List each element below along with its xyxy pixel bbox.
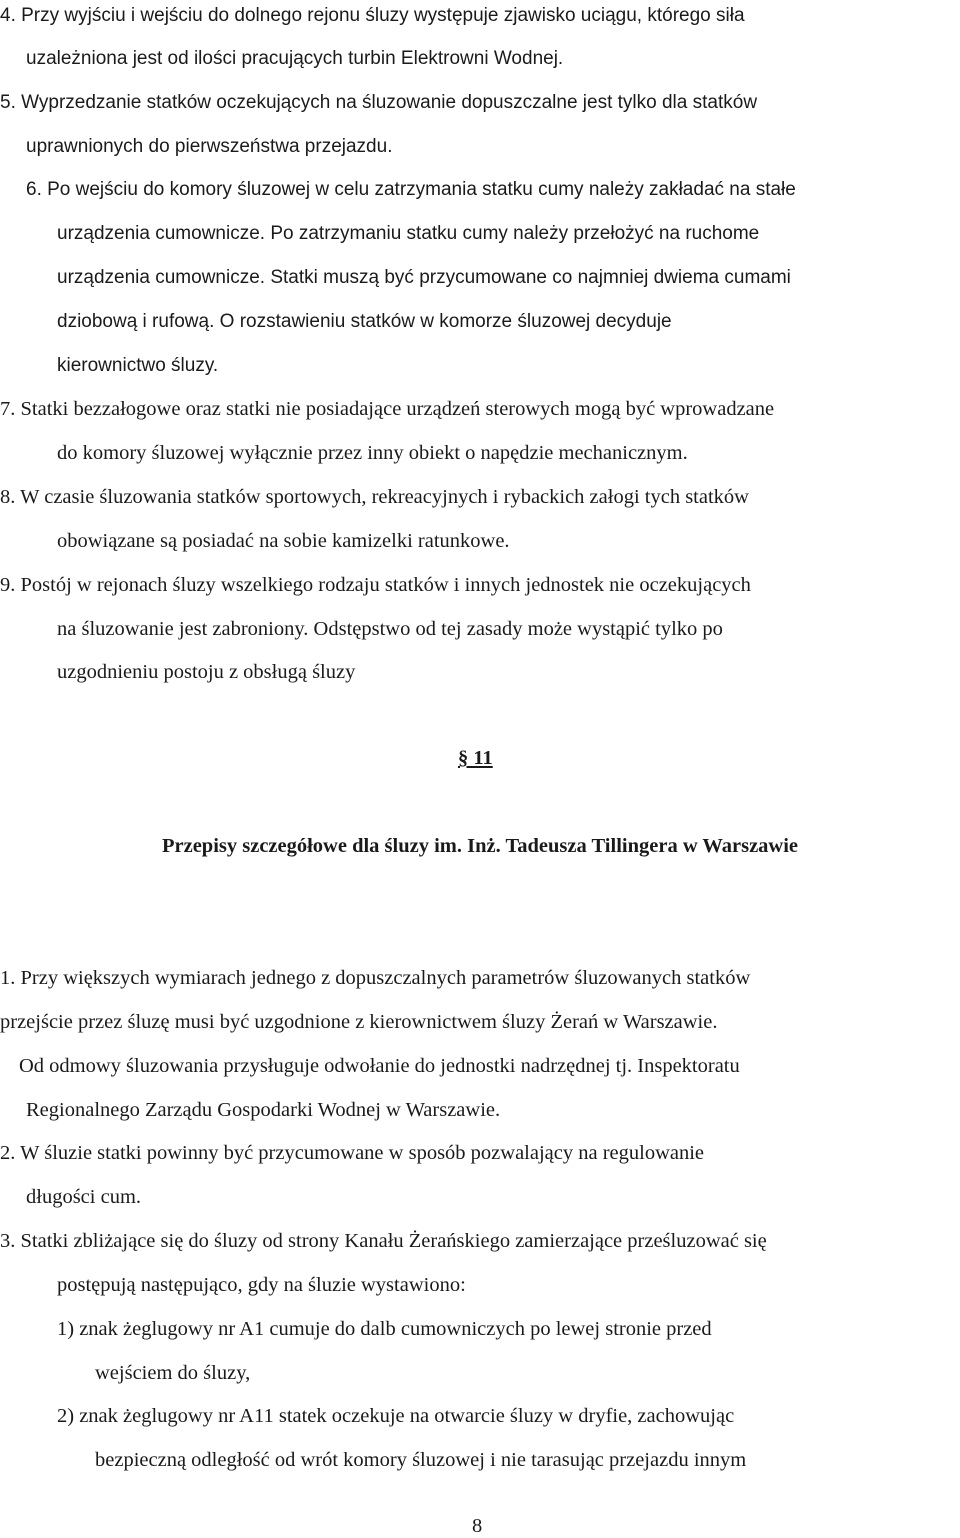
page-number: 8 [472,1515,483,1537]
paragraph-line: przejście przez śluzę musi być uzgodnione z kierownictwem śluzy Żerań w Warszawie. [0,1011,718,1033]
paragraph-line: 8. W czasie śluzowania statków sportowych, rekreacyjnych i rybackich załogi tych statków [0,486,749,508]
paragraph-line: 9. Postój w rejonach śluzy wszelkiego rodzaju statków i innych jednostek nie oczekujących [0,574,751,596]
list-item-line: 1) znak żeglugowy nr A1 cumuje do dalb cumowniczych po lewej stronie przed [57,1318,712,1340]
paragraph-line: uzgodnieniu postoju z obsługą śluzy [57,661,356,683]
section-number: § 11 [458,747,493,769]
paragraph-line: 1. Przy większych wymiarach jednego z dopuszczalnych parametrów śluzowanych statków [0,967,751,989]
paragraph-line: do komory śluzowej wyłącznie przez inny obiekt o napędzie mechanicznym. [57,442,688,464]
list-item-line: 2) znak żeglugowy nr A11 statek oczekuje na otwarcie śluzy w dryfie, zachowując [57,1405,735,1427]
paragraph-line: 7. Statki bezzałogowe oraz statki nie posiadające urządzeń sterowych mogą być wprowadzane [0,398,775,420]
paragraph-line: dziobową i rufową. O rozstawieniu statków w komorze śluzowej decyduje [57,311,672,332]
section-title: Przepisy szczegółowe dla śluzy im. Inż. Tadeusza Tillingera w Warszawie [161,835,799,857]
paragraph-line: kierownictwo śluzy. [57,355,219,376]
paragraph-line: 2. W śluzie statki powinny być przycumowane w sposób pozwalający na regulowanie [0,1142,705,1164]
paragraph-line: Od odmowy śluzowania przysługuje odwołanie do jednostki nadrzędnej tj. Inspektoratu [19,1055,740,1077]
paragraph-line: uzależniona jest od ilości pracujących turbin Elektrowni Wodnej. [26,48,564,69]
paragraph-line: obowiązane są posiadać na sobie kamizelki ratunkowe. [57,530,510,552]
paragraph-line: 6. Po wejściu do komory śluzowej w celu zatrzymania statku cumy należy zakładać na stałe [26,179,796,200]
paragraph-line: 4. Przy wyjściu i wejściu do dolnego rejonu śluzy występuje zjawisko uciągu, którego siła [0,5,745,26]
paragraph-line: postępują następująco, gdy na śluzie wystawiono: [57,1274,466,1296]
list-item-line: wejściem do śluzy, [95,1362,251,1384]
paragraph-line: długości cum. [26,1186,142,1208]
paragraph-line: na śluzowanie jest zabroniony. Odstępstwo od tej zasady może wystąpić tylko po [57,618,723,640]
list-item-line: bezpieczną odległość od wrót komory śluzowej i nie tarasując przejazdu innym [95,1449,747,1471]
paragraph-line: 5. Wyprzedzanie statków oczekujących na śluzowanie dopuszczalne jest tylko dla statków [0,92,758,113]
paragraph-line: 3. Statki zbliżające się do śluzy od strony Kanału Żerańskiego zamierzające prześluzować się [0,1230,767,1252]
paragraph-line: urządzenia cumownicze. Statki muszą być przycumowane co najmniej dwiema cumami [57,267,791,288]
paragraph-line: urządzenia cumownicze. Po zatrzymaniu statku cumy należy przełożyć na ruchome [57,223,760,244]
paragraph-line: uprawnionych do pierwszeństwa przejazdu. [26,136,393,157]
paragraph-line: Regionalnego Zarządu Gospodarki Wodnej w Warszawie. [26,1099,501,1121]
